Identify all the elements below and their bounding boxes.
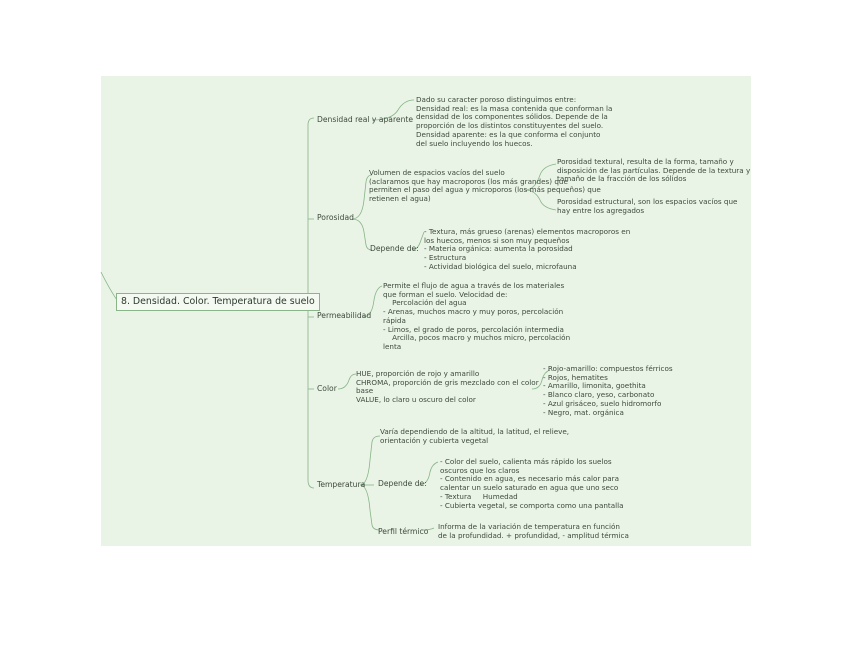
porosidad-depende-text: - Textura, más grueso (arenas) elementos macroporos en los huecos, menos si son muy pequeños - Materia orgánica: aumenta la porosidad - Estructura - Actividad biológica del suelo, microfauna: [424, 227, 631, 271]
node-color[interactable]: Color: [317, 384, 337, 393]
perfil-termico-text: Informa de la variación de temperatura en función de la profundidad. + profundidad, - amplitud térmica: [438, 522, 629, 540]
porosidad-textural: Porosidad textural, resulta de la forma, tamaño y disposición de las partículas. Depende de la textura y tamaño de la fracción de los sólidos: [557, 157, 751, 184]
permeabilidad-text: Permite el flujo de agua a través de los materiales que forman el suelo. Velocidad de: Percolación del agua - Arenas, muchos macro y muy poros, percolación rápida - Limos, el grado de poros, percolación intermedia Arcilla, pocos macro y muchos micro, percolación lenta: [383, 281, 571, 351]
node-temperatura[interactable]: Temperatura: [317, 480, 366, 489]
node-temperatura-depende[interactable]: Depende de:: [378, 479, 427, 488]
connector-temp-perfil: [360, 485, 380, 530]
node-permeabilidad[interactable]: Permeabilidad: [317, 311, 372, 320]
densidad-real-text: Dado su caracter poroso distinguimos entre: Densidad real: es la masa contenida que conforman la densidad de los componentes sólidos. Depende de la proporción de los distintos constituyentes del suelo. Densidad aparente: es la que conforma el conjunto del suelo incluyendo los huecos.: [416, 95, 613, 148]
porosidad-estructural: Porosidad estructural, son los espacios vacíos que hay entre los agregados: [557, 197, 738, 215]
node-densidad-real[interactable]: Densidad real y aparente: [317, 115, 414, 124]
porosidad-text: Volumen de espacios vacíos del suelo (aclaramos que hay macroporos (los más grandes) que permiten el paso del agua y microporos (los más pequeños) que retienen el agua): [369, 168, 601, 204]
node-porosidad[interactable]: Porosidad: [317, 213, 354, 222]
node-perfil-termico[interactable]: Perfil térmico: [378, 527, 429, 536]
color-text: HUE, proporción de rojo y amarillo CHROMA, proporción de gris mezclado con el color base VALUE, lo claro u oscuro del color: [356, 369, 539, 405]
connector-root: [101, 272, 117, 300]
connector-temp-sub: [360, 436, 380, 485]
connector-color-text: [338, 374, 356, 389]
temperatura-text: Varía dependiendo de la altitud, la latitud, el relieve, orientación y cubierta vegetal: [380, 427, 570, 445]
temperatura-depende-text: - Color del suelo, calienta más rápido los suelos oscuros que los claros - Contenido en agua, es necesario más calor para calentar un suelo saturado en agua que uno seco - Textura Humedad - Cubierta vegetal, se comporta como una pantalla: [440, 457, 624, 510]
root-node[interactable]: 8. Densidad. Color. Temperatura de suelo: [116, 293, 320, 311]
connector-porosidad-depende: [352, 219, 372, 250]
color-list: - Rojo-amarillo: compuestos férricos - Rojos, hematites - Amarillo, limonita, goethita - Blanco claro, yeso, carbonato - Azul grisáceo, suelo hidromorfo - Negro, mat. orgánica: [543, 364, 673, 417]
node-porosidad-depende[interactable]: Depende de:: [370, 244, 419, 253]
